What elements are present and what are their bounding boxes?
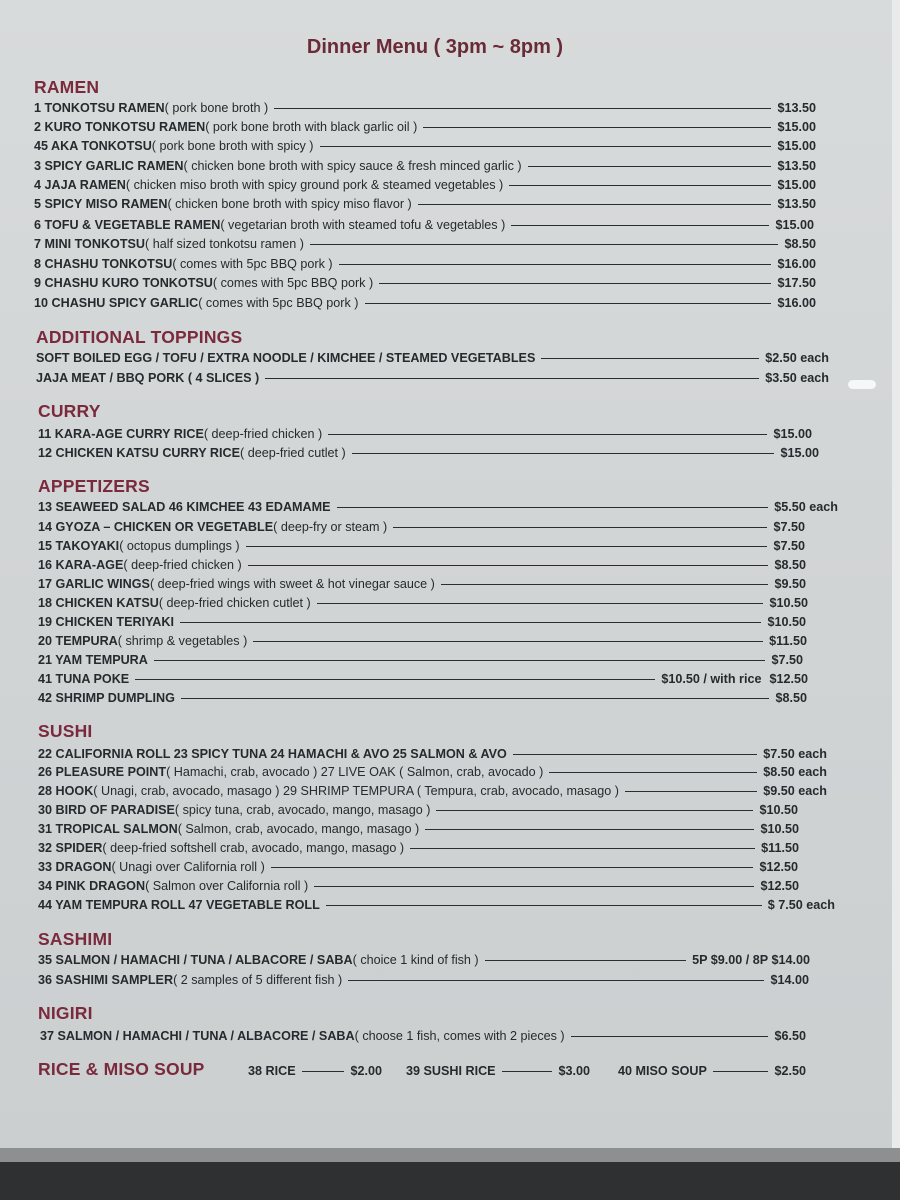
item-price: $10.50 (769, 596, 808, 610)
item-price: $2.50 (774, 1064, 806, 1078)
menu-item (406, 1062, 590, 1080)
section-title-ramen: RAMEN (34, 77, 100, 97)
leader-line (436, 810, 753, 811)
leader-line (181, 698, 770, 699)
section-title-curry: CURRY (38, 401, 101, 421)
item-price: $5.50 each (774, 500, 838, 514)
menu-item (38, 632, 807, 650)
item-price: $14.00 (770, 973, 809, 987)
item-price: $9.50 (774, 577, 806, 591)
leader-line (571, 1036, 769, 1037)
item-desc: ( Salmon, crab, avocado, mango, masago ) (177, 822, 420, 836)
item-price: $7.50 (773, 520, 805, 534)
leader-line (352, 453, 775, 454)
menu-item (38, 971, 809, 989)
item-price: $13.50 (777, 159, 816, 173)
item-desc: ( comes with 5pc BBQ pork ) (212, 276, 374, 290)
item-name: 11 KARA-AGE CURRY RICE (38, 427, 204, 441)
menu-item (38, 425, 812, 443)
menu-title: Dinner Menu ( 3pm ~ 8pm ) (306, 36, 564, 58)
item-price: $15.00 (777, 139, 816, 153)
leader-line (246, 546, 768, 547)
item-price: $10.50 (760, 822, 799, 836)
leader-line (317, 603, 764, 604)
leader-line (528, 166, 772, 167)
item-name: 35 SALMON / HAMACHI / TUNA / ALBACORE / SABA (38, 953, 353, 967)
item-name: 15 TAKOYAKI (38, 539, 120, 553)
item-name: 44 YAM TEMPURA ROLL 47 VEGETABLE ROLL (38, 898, 320, 912)
item-desc: ( deep-fried chicken cutlet ) (158, 596, 311, 610)
section-title-sushi: SUSHI (38, 721, 93, 741)
menu-item (38, 670, 808, 688)
section-title-rice: RICE & MISO SOUP (38, 1059, 205, 1079)
leader-line (441, 584, 769, 585)
item-name: 3 SPICY GARLIC RAMEN (34, 159, 184, 173)
item-desc: ( choice 1 kind of fish ) (352, 953, 479, 967)
leader-line (541, 358, 759, 359)
item-price: $2.50 each (765, 351, 829, 365)
menu-item (34, 255, 816, 273)
item-name: 38 RICE (248, 1064, 296, 1078)
item-desc: ( Unagi over California roll ) (111, 860, 265, 874)
item-name: 13 SEAWEED SALAD 46 KIMCHEE 43 EDAMAME (38, 500, 331, 514)
item-name: SOFT BOILED EGG / TOFU / EXTRA NOODLE / KIMCHEE / STEAMED VEGETABLES (36, 351, 536, 365)
menu-item (38, 896, 835, 914)
item-name: 1 TONKOTSU RAMEN (34, 101, 165, 115)
menu-item (34, 157, 816, 175)
leader-line (365, 303, 772, 304)
item-name: 8 CHASHU TONKOTSU (34, 257, 173, 271)
item-price: $16.00 (777, 257, 816, 271)
item-price: $3.00 (558, 1064, 590, 1078)
item-price: $10.50 (767, 615, 806, 629)
leader-line (485, 960, 686, 961)
item-name: 33 DRAGON (38, 860, 112, 874)
section-title-appetizers: APPETIZERS (38, 476, 150, 496)
item-desc: ( chicken bone broth with spicy miso flavor ) (167, 197, 412, 211)
item-desc: ( Salmon over California roll ) (145, 879, 309, 893)
leader-line (549, 772, 757, 773)
leader-line (713, 1071, 769, 1072)
item-name: 22 CALIFORNIA ROLL 23 SPICY TUNA 24 HAMACHI & AVO 25 SALMON & AVO (38, 747, 507, 761)
item-desc: ( chicken miso broth with spicy ground pork & steamed vegetables ) (125, 178, 504, 192)
item-price: $ 7.50 each (767, 898, 835, 912)
item-desc: ( chicken bone broth with spicy sauce & fresh minced garlic ) (183, 159, 522, 173)
menu-item (38, 763, 827, 781)
menu-item (36, 349, 829, 367)
leader-line (425, 829, 754, 830)
item-name: 2 KURO TONKOTSU RAMEN (34, 120, 206, 134)
leader-line (339, 264, 772, 265)
leader-line (393, 527, 767, 528)
item-desc: ( deep-fried cutlet ) (240, 446, 346, 460)
light-glare (848, 380, 876, 389)
item-desc: ( shrimp & vegetables ) (117, 634, 248, 648)
menu-item (38, 951, 810, 969)
menu-item (34, 235, 816, 253)
item-name: 28 HOOK (38, 784, 94, 798)
menu-item (38, 444, 819, 462)
menu-item (34, 99, 816, 117)
leader-line (302, 1071, 345, 1072)
menu-item (34, 195, 816, 213)
item-price: $16.00 (777, 296, 816, 310)
item-name: 41 TUNA POKE (38, 672, 130, 686)
leader-line (180, 622, 761, 623)
item-name: 20 TEMPURA (38, 634, 118, 648)
item-price: $2.00 (350, 1064, 382, 1078)
menu-item (34, 137, 816, 155)
leader-line (314, 886, 754, 887)
leader-line (348, 980, 764, 981)
menu-item (34, 274, 816, 292)
item-name: 12 CHICKEN KATSU CURRY RICE (38, 446, 240, 460)
item-desc: ( pork bone broth ) (164, 101, 269, 115)
leader-line (625, 791, 757, 792)
item-price: $6.50 (774, 1029, 806, 1043)
item-name: 21 YAM TEMPURA (38, 653, 148, 667)
bottom-edge (0, 1148, 900, 1162)
leader-line (248, 565, 769, 566)
item-desc: ( comes with 5pc BBQ pork ) (172, 257, 333, 271)
leader-line (513, 754, 757, 755)
menu-item (38, 556, 806, 574)
menu-item (38, 689, 807, 707)
leader-line (379, 283, 771, 284)
item-desc: ( vegetarian broth with steamed tofu & vegetables ) (220, 218, 506, 232)
leader-line (328, 434, 767, 435)
item-price-plain: $10.50 / with rice (661, 672, 762, 686)
menu-item (38, 651, 803, 669)
item-name: 26 PLEASURE POINT (38, 765, 167, 779)
right-edge (892, 0, 900, 1148)
item-desc: ( comes with 5pc BBQ pork ) (198, 296, 359, 310)
item-desc: ( deep-fry or steam ) (273, 520, 388, 534)
menu-item (38, 613, 806, 631)
leader-line (502, 1071, 553, 1072)
item-name: 6 TOFU & VEGETABLE RAMEN (34, 218, 221, 232)
item-desc: ( half sized tonkotsu ramen ) (145, 237, 304, 251)
item-desc: ( spicy tuna, crab, avocado, mango, masago ) (174, 803, 431, 817)
menu-item (34, 294, 816, 312)
item-name: 40 MISO SOUP (618, 1064, 707, 1078)
item-price: 5P $9.00 / 8P $14.00 (692, 953, 810, 967)
item-price: $7.50 (773, 539, 805, 553)
item-price: $17.50 (777, 276, 816, 290)
menu-item (38, 575, 806, 593)
item-desc: ( deep-fried chicken ) (123, 558, 242, 572)
item-price: $11.50 (761, 841, 799, 855)
menu-item (248, 1062, 382, 1080)
leader-line (274, 108, 771, 109)
section-title-toppings: ADDITIONAL TOPPINGS (36, 327, 243, 347)
menu-item (38, 877, 799, 895)
menu-item (618, 1062, 806, 1080)
section-title-nigiri: NIGIRI (38, 1003, 93, 1023)
item-name: JAJA MEAT / BBQ PORK ( 4 SLICES ) (36, 371, 260, 385)
item-desc: ( 2 samples of 5 different fish ) (173, 973, 343, 987)
item-price: $13.50 (777, 197, 816, 211)
item-desc: ( Unagi, crab, avocado, masago ) 29 SHRIMP TEMPURA ( Tempura, crab, avocado, masago ) (93, 784, 619, 798)
item-desc: ( pork bone broth with spicy ) (151, 139, 314, 153)
menu-item (38, 518, 805, 536)
item-price: $10.50 (759, 803, 798, 817)
menu-item (34, 176, 816, 194)
menu-item (38, 745, 827, 763)
leader-line (509, 185, 771, 186)
item-desc: ( deep-fried chicken ) (203, 427, 323, 441)
item-name: 19 CHICKEN TERIYAKI (38, 615, 174, 629)
item-price: $3.50 each (765, 371, 829, 385)
item-name: 5 SPICY MISO RAMEN (34, 197, 168, 211)
leader-line (326, 905, 762, 906)
leader-line (410, 848, 755, 849)
item-price: $8.50 (775, 691, 807, 705)
leader-line (271, 867, 754, 868)
item-price: $7.50 (771, 653, 803, 667)
item-name: 7 MINI TONKOTSU (34, 237, 146, 251)
item-name: 31 TROPICAL SALMON (38, 822, 178, 836)
item-name: 18 CHICKEN KATSU (38, 596, 159, 610)
item-name: 4 JAJA RAMEN (34, 178, 126, 192)
leader-line (154, 660, 766, 661)
frame-bottom (0, 1162, 900, 1200)
item-desc: ( Hamachi, crab, avocado ) 27 LIVE OAK ( Salmon, crab, avocado ) (166, 765, 544, 779)
item-name: 42 SHRIMP DUMPLING (38, 691, 175, 705)
item-price: $15.00 (780, 446, 819, 460)
item-price: $15.00 (773, 427, 812, 441)
item-name: 34 PINK DRAGON (38, 879, 146, 893)
item-name: 16 KARA-AGE (38, 558, 124, 572)
leader-line (310, 244, 779, 245)
item-name: 45 AKA TONKOTSU (34, 139, 152, 153)
menu-item (38, 594, 808, 612)
menu-item (38, 782, 827, 800)
leader-line (511, 225, 769, 226)
item-name: 10 CHASHU SPICY GARLIC (34, 296, 199, 310)
item-price: $11.50 (769, 634, 807, 648)
item-price: $8.50 each (763, 765, 827, 779)
item-name: 30 BIRD OF PARADISE (38, 803, 175, 817)
item-name: 17 GARLIC WINGS (38, 577, 150, 591)
item-name: 37 SALMON / HAMACHI / TUNA / ALBACORE / SABA (40, 1029, 355, 1043)
item-price: $15.00 (777, 120, 816, 134)
menu-item (38, 537, 805, 555)
menu-item (38, 839, 799, 857)
item-price: $12.50 (760, 879, 799, 893)
leader-line (320, 146, 772, 147)
section-title-sashimi: SASHIMI (38, 929, 113, 949)
item-price: $7.50 each (763, 747, 827, 761)
leader-line (337, 507, 769, 508)
leader-line (418, 204, 772, 205)
item-name: 9 CHASHU KURO TONKOTSU (34, 276, 213, 290)
item-desc: ( choose 1 fish, comes with 2 pieces ) (354, 1029, 565, 1043)
item-desc: ( deep-fried softshell crab, avocado, mango, masago ) (102, 841, 405, 855)
menu-item (34, 216, 814, 234)
item-price: $8.50 (784, 237, 816, 251)
menu-item (34, 118, 816, 136)
menu-item (38, 820, 799, 838)
leader-line (135, 679, 655, 680)
menu-item (40, 1027, 806, 1045)
leader-line (265, 378, 759, 379)
menu-item (38, 498, 838, 516)
menu-item (36, 369, 829, 387)
item-desc: ( pork bone broth with black garlic oil ) (205, 120, 418, 134)
item-price: $9.50 each (763, 784, 827, 798)
item-price: $12.50 (759, 860, 798, 874)
item-desc: ( octopus dumplings ) (119, 539, 240, 553)
item-price: $15.00 (775, 218, 814, 232)
item-price: $15.00 (777, 178, 816, 192)
leader-line (253, 641, 763, 642)
item-desc: ( deep-fried wings with sweet & hot vinegar sauce ) (149, 577, 435, 591)
item-name: 32 SPIDER (38, 841, 103, 855)
menu-item (38, 858, 798, 876)
item-name: 14 GYOZA – CHICKEN OR VEGETABLE (38, 520, 274, 534)
item-price: $13.50 (777, 101, 816, 115)
item-name: 39 SUSHI RICE (406, 1064, 496, 1078)
menu-item (38, 801, 798, 819)
item-name: 36 SASHIMI SAMPLER (38, 973, 174, 987)
item-price: $8.50 (774, 558, 806, 572)
leader-line (423, 127, 771, 128)
item-price: $12.50 (769, 672, 808, 686)
